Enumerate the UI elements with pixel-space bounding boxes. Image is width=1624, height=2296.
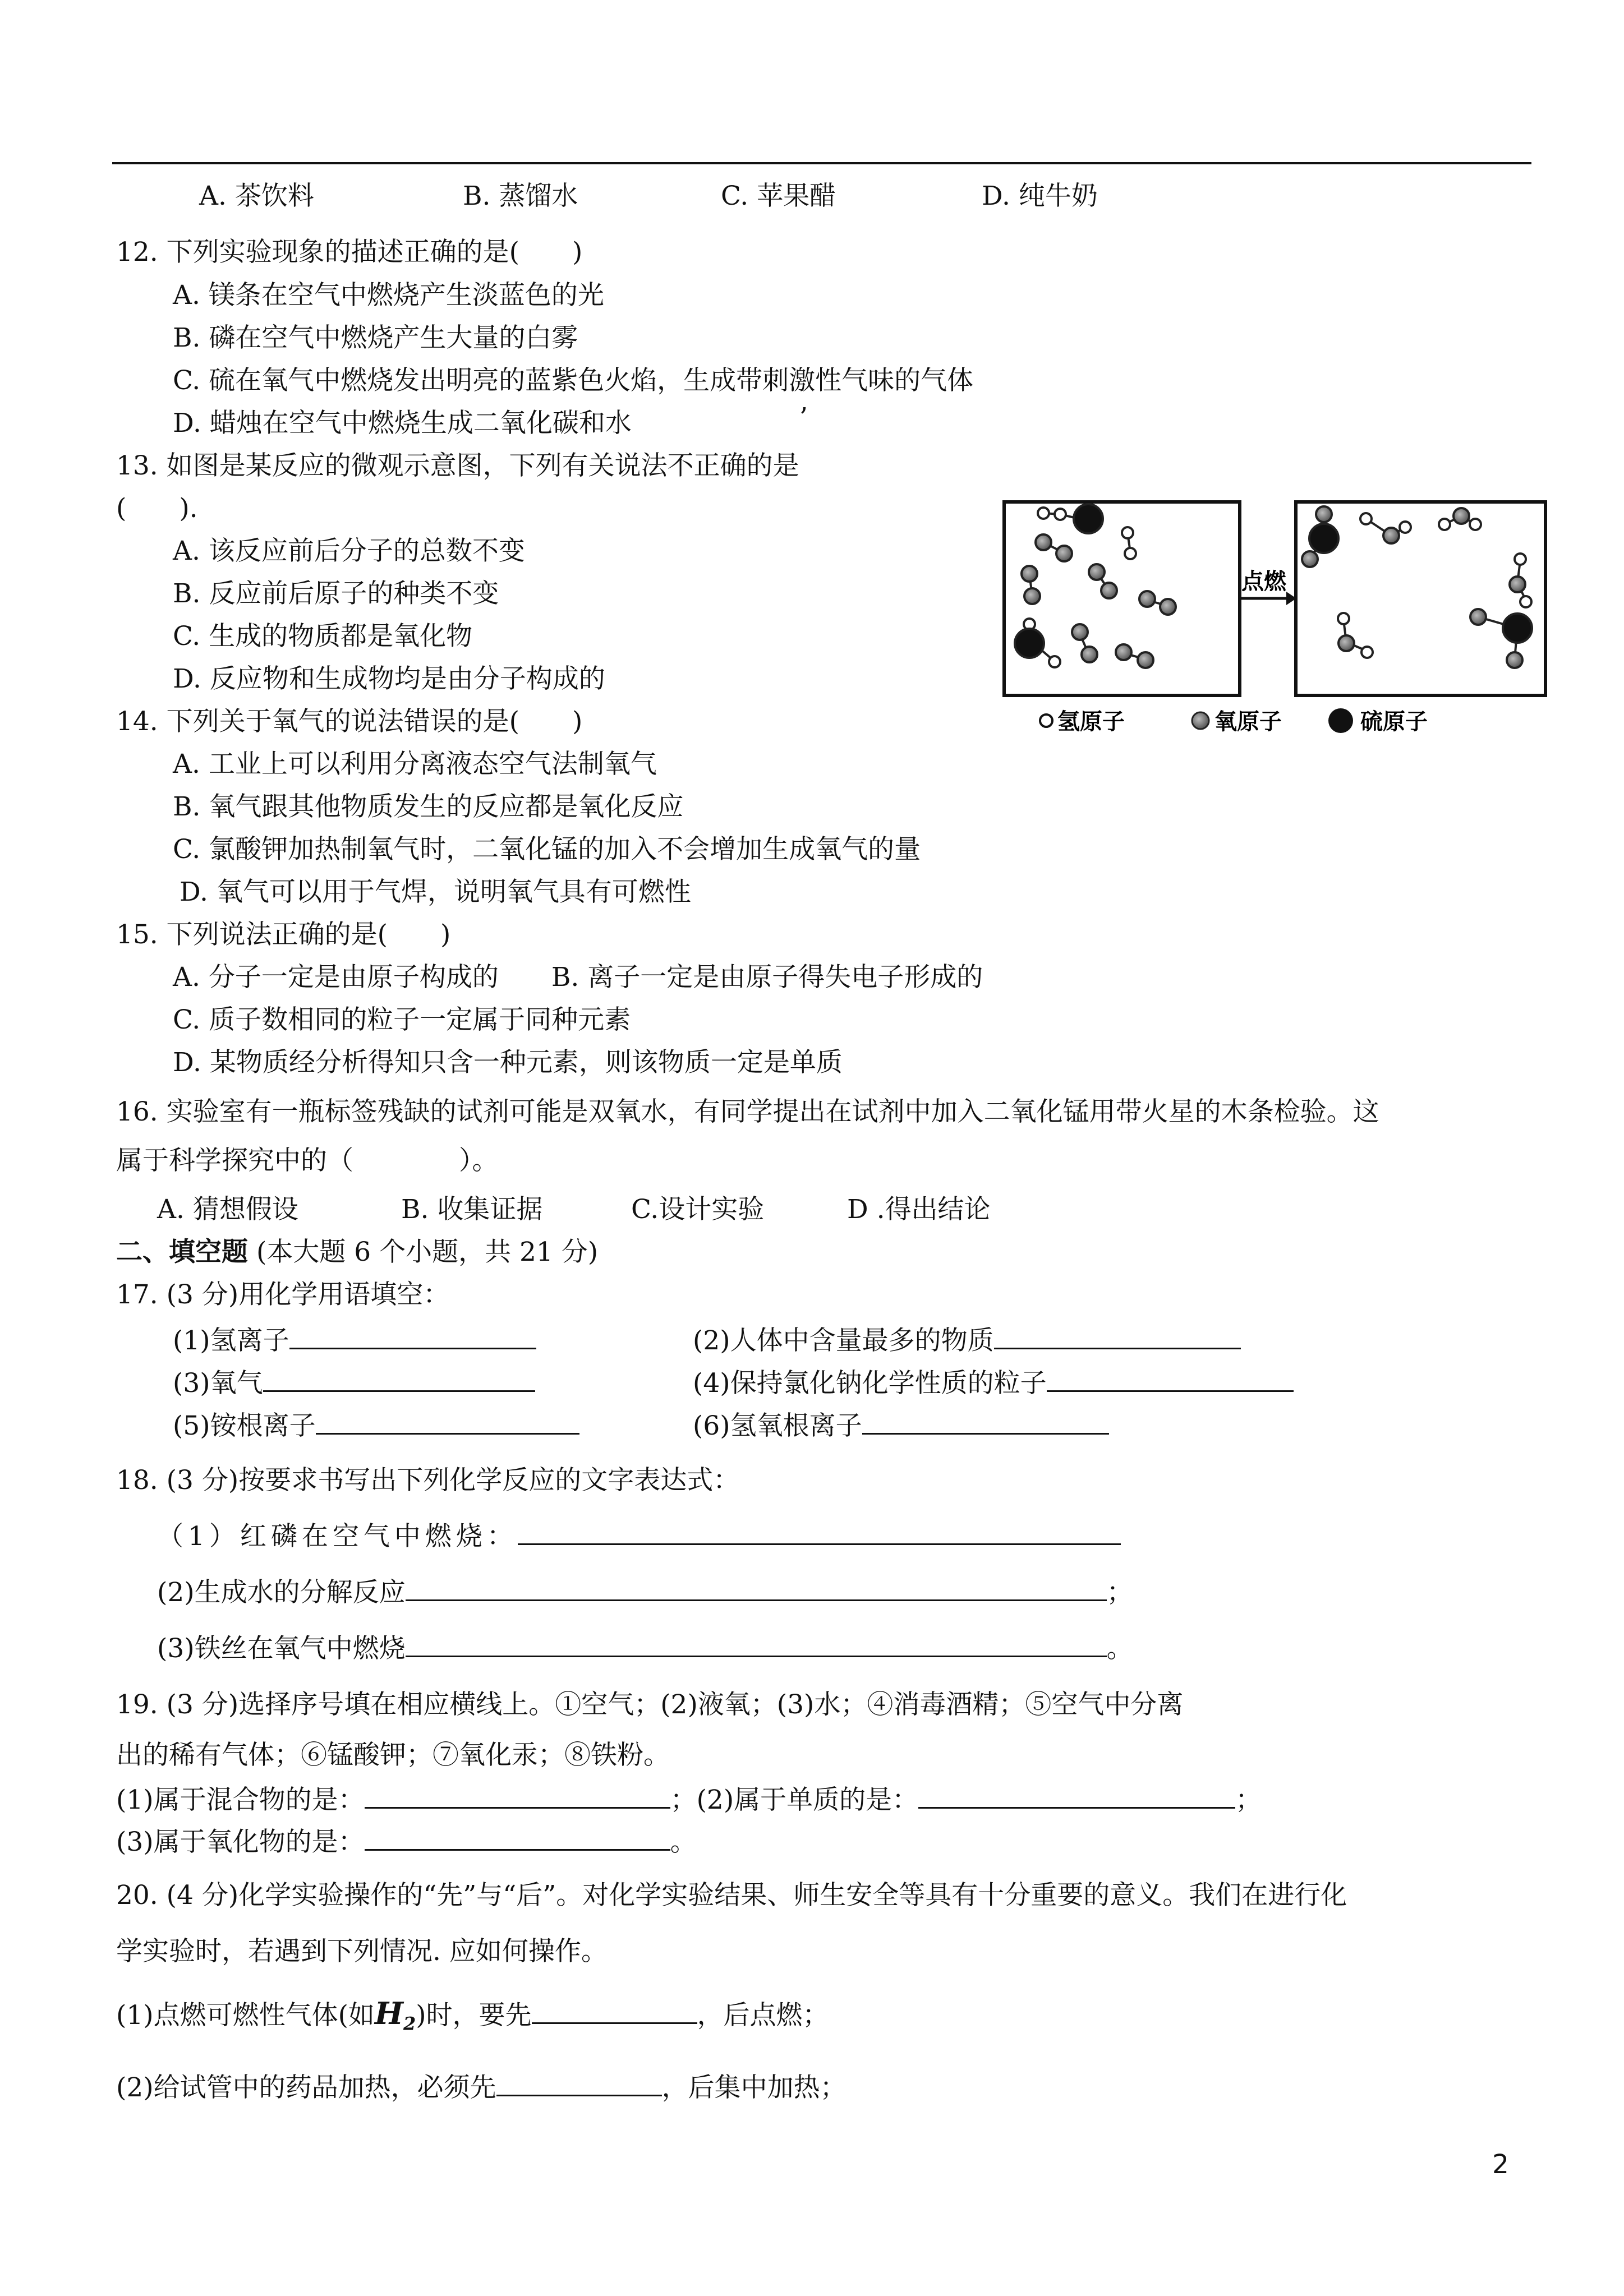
q13-option-b: B. 反应前后原子的种类不变: [173, 578, 499, 609]
q18-end-3: 。: [1106, 1633, 1133, 1664]
q19-label-3: (3)属于氧化物的是：: [116, 1827, 365, 1857]
q19-answer-blank-3[interactable]: [365, 1825, 670, 1851]
q14-option-b: B. 氧气跟其他物质发生的反应都是氧化反应: [173, 791, 684, 822]
q19-end-3: 。: [670, 1827, 697, 1857]
q15-option-d: D. 某物质经分析得知只含一种元素，则该物质一定是单质: [173, 1047, 843, 1078]
q19-answer-blank-1[interactable]: [365, 1783, 670, 1809]
q11-option-c: C. 苹果醋: [721, 181, 836, 211]
q17-item-4: [693, 1367, 1294, 1400]
q20-answer-blank-1[interactable]: [532, 1999, 697, 2024]
q17-answer-blank-6[interactable]: [862, 1409, 1109, 1435]
h2-subscript: 2: [403, 2013, 416, 2035]
reaction-diagram: [979, 480, 1562, 737]
q16-option-d: D .得出结论: [847, 1194, 991, 1225]
q12-option-b: B. 磷在空气中燃烧产生大量的白雾: [173, 322, 578, 353]
q20-label-2-pre: (2)给试管中的药品加热，必须先: [116, 2072, 496, 2103]
header-rule: [112, 162, 1531, 164]
q17-answer-blank-1[interactable]: [289, 1324, 536, 1349]
legend-hydrogen: 氢原子: [1057, 709, 1125, 735]
q18-answer-blank-1[interactable]: [518, 1520, 1121, 1545]
q20-end-1: ，后点燃；: [697, 2000, 829, 2031]
q17-label-1: (1)氢离子: [173, 1325, 289, 1356]
q20-label-1-post: )时，要先: [416, 2000, 532, 2031]
q16-option-a: A. 猜想假设: [157, 1194, 298, 1225]
q14-option-c: C. 氯酸钾加热制氧气时，二氧化锰的加入不会增加生成氧气的量: [173, 834, 921, 865]
arrow-label: 点燃: [1241, 569, 1286, 594]
q20-end-2: ，后集中加热；: [661, 2072, 846, 2103]
q20-answer-blank-2[interactable]: [496, 2071, 662, 2096]
q16-option-b: B. 收集证据: [401, 1194, 543, 1225]
q18-item-2: [157, 1576, 1133, 1610]
h2-formula: H: [374, 1995, 403, 2031]
q18-end-2: ；: [1106, 1577, 1133, 1608]
q17-label-4: (4)保持氯化钠化学性质的粒子: [693, 1368, 1047, 1399]
q11-option-d: D. 纯牛奶: [982, 181, 1098, 211]
q20-item-2: [116, 2071, 846, 2105]
q17-item-6: [693, 1409, 1109, 1443]
q17-item-3: [173, 1367, 535, 1400]
q13-option-a: A. 该反应前后分子的总数不变: [173, 536, 525, 566]
q17-answer-blank-3[interactable]: [263, 1367, 535, 1392]
q14-option-d: D. 氧气可以用于气焊，说明氧气具有可燃性: [180, 877, 691, 907]
hydrogen-atom-icon: [1040, 714, 1052, 727]
section-title: 二、填空题: [116, 1237, 248, 1267]
q17-item-5: [173, 1409, 579, 1443]
q19-items-row1: [116, 1783, 1262, 1817]
q17-label-2: (2)人体中含量最多的物质: [693, 1325, 994, 1356]
q12-stray-mark: ’: [799, 402, 808, 433]
q11-option-a: A. 茶饮料: [199, 181, 314, 211]
q16-line2: 属于科学探究中的（ ）。: [116, 1145, 499, 1176]
q19-end-2: ；: [1235, 1785, 1262, 1815]
q17-answer-blank-5[interactable]: [316, 1409, 579, 1435]
q13-option-c: C. 生成的物质都是氧化物: [173, 621, 473, 652]
legend-oxygen: 氧原子: [1214, 709, 1282, 735]
oxygen-atom-icon: [1192, 712, 1209, 729]
q15-option-c: C. 质子数相同的粒子一定属于同种元素: [173, 1004, 631, 1035]
q17-item-2: [693, 1324, 1241, 1358]
q17-label-6: (6)氢氧根离子: [693, 1410, 862, 1441]
q17-answer-blank-2[interactable]: [994, 1324, 1241, 1349]
q19-label-2: (2)属于单质的是：: [696, 1785, 919, 1815]
q12-option-a: A. 镁条在空气中燃烧产生淡蓝色的光: [173, 280, 604, 311]
q18-answer-blank-3[interactable]: [406, 1632, 1107, 1657]
q17-label-5: (5)铵根离子: [173, 1410, 316, 1441]
q13-stem-cont: ( ).: [116, 493, 198, 524]
q20-line1: 20. (4 分)化学实验操作的“先”与“后”。对化学实验结果、师生安全等具有十分重要的意义。我们在进行化: [116, 1880, 1347, 1911]
sulfur-atom-icon: [1328, 708, 1353, 733]
q14-stem: 14. 下列关于氧气的说法错误的是( ): [116, 706, 583, 737]
q12-option-c: C. 硫在氧气中燃烧发出明亮的蓝紫色火焰，生成带刺激性气味的气体: [173, 365, 974, 396]
q19-items-row2: [116, 1825, 697, 1859]
q15-option-ab: A. 分子一定是由原子构成的 B. 离子一定是由原子得失电子形成的: [173, 962, 983, 993]
q17-item-1: [173, 1324, 536, 1358]
q17-stem: 17. (3 分)用化学用语填空：: [116, 1279, 450, 1310]
q19-line2: 出的稀有气体；⑥锰酸钾；⑦氧化汞；⑧铁粉。: [116, 1740, 670, 1771]
q15-stem: 15. 下列说法正确的是( ): [116, 919, 451, 950]
q19-label-1: (1)属于混合物的是：: [116, 1785, 365, 1815]
legend-sulfur: 硫原子: [1360, 709, 1428, 735]
q18-label-3: (3)铁丝在氧气中燃烧: [157, 1633, 406, 1664]
q16-option-c: C.设计实验: [631, 1194, 765, 1225]
q13-option-d: D. 反应物和生成物均是由分子构成的: [173, 663, 605, 694]
q18-answer-blank-2[interactable]: [406, 1576, 1107, 1601]
page-number: 2: [1492, 2149, 1509, 2180]
q14-option-a: A. 工业上可以利用分离液态空气法制氧气: [173, 749, 657, 780]
q20-item-1: [116, 1997, 829, 2040]
q20-label-1-pre: (1)点燃可燃性气体(如: [116, 2000, 375, 2031]
q12-option-d: D. 蜡烛在空气中燃烧生成二氧化碳和水: [173, 408, 632, 439]
q11-option-b: B. 蒸馏水: [463, 181, 578, 211]
q18-stem: 18. (3 分)按要求书写出下列化学反应的文字表达式：: [116, 1465, 740, 1496]
section-heading: [116, 1235, 598, 1269]
q18-item-1: [157, 1520, 1121, 1553]
q19-answer-blank-2[interactable]: [918, 1783, 1235, 1809]
q13-stem: 13. 如图是某反应的微观示意图，下列有关说法不正确的是: [116, 450, 799, 481]
q20-line2: 学实验时，若遇到下列情况. 应如何操作。: [116, 1936, 608, 1967]
section-note: (本大题 6 个小题，共 21 分): [256, 1237, 599, 1267]
q17-answer-blank-4[interactable]: [1047, 1367, 1294, 1392]
q16-line1: 16. 实验室有一瓶标签残缺的试剂可能是双氧水，有同学提出在试剂中加入二氧化锰用带火星的木条检验。这: [116, 1096, 1379, 1127]
q19-line1: 19. (3 分)选择序号填在相应横线上。①空气；(2)液氧；(3)水；④消毒酒精；⑤空气中分离: [116, 1689, 1184, 1720]
q18-label-2: (2)生成水的分解反应: [157, 1577, 406, 1608]
q18-label-1: （1）红磷在空气中燃烧：: [157, 1521, 518, 1552]
q18-item-3: [157, 1632, 1133, 1666]
q19-end-1: ；: [670, 1785, 697, 1815]
q12-stem: 12. 下列实验现象的描述正确的是( ): [116, 237, 583, 268]
q17-label-3: (3)氧气: [173, 1368, 263, 1399]
